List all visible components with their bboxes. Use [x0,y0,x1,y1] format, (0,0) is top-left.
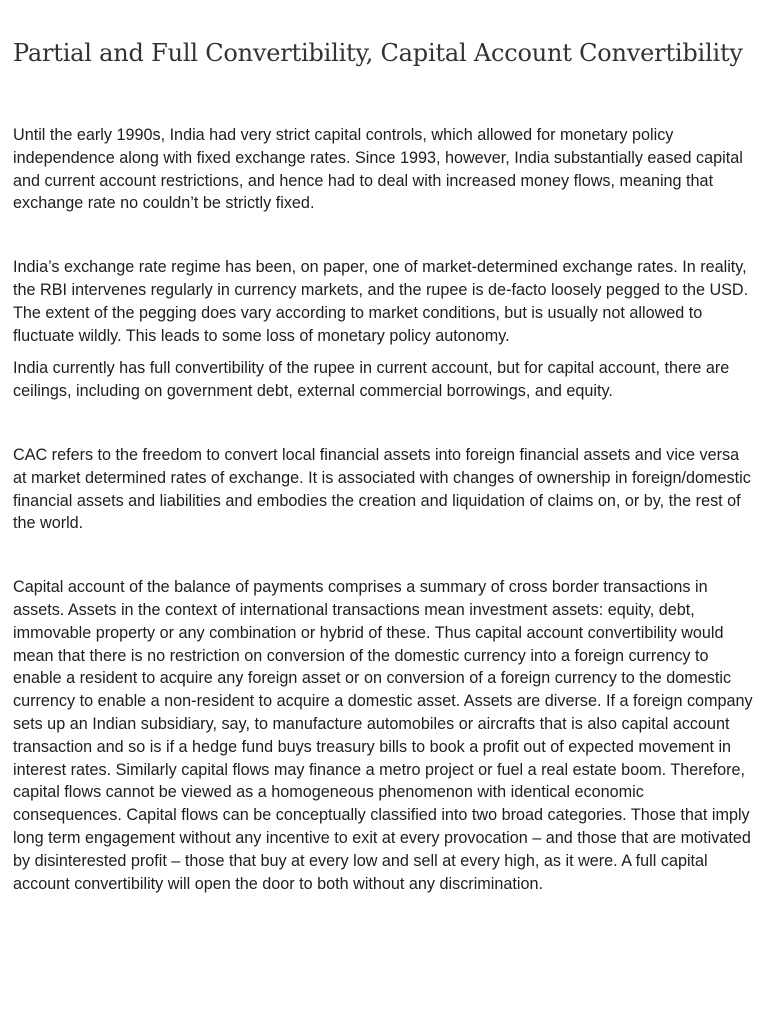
document-title: Partial and Full Convertibility, Capital Account Convertibility [13,39,743,67]
paragraph-cac-definition: CAC refers to the freedom to convert local financial assets into foreign financial assets and vice versa at market determined rates of exchange. It is associated with changes of ownership in foreign/domestic financial assets and liabilities and embodies the creation and liquidation of claims on, or by, the rest of the world. [13,445,751,533]
paragraph-capital-account-explanation: Capital account of the balance of payments comprises a summary of cross border transactions in assets. Assets in the context of international transactions mean investment assets: equity, debt, immovable property or any combination or hybrid of these. Thus capital account convertibility would mean that there is no restriction on conversion of the domestic currency into a foreign currency to enable a resident to acquire any foreign asset or on conversion of a foreign currency to the domestic currency to enable a non-resident to acquire a domestic asset. Assets are diverse. If a foreign company sets up an Indian subsidiary, say, to manufacture automobiles or aircrafts that is also capital account transaction and so is if a hedge fund buys treasury bills to book a profit out of expected movement in interest rates. Similarly capital flows may finance a metro project or fuel a real estate boom. Therefore, capital flows cannot be viewed as a homogeneous phenomenon with identical economic consequences. Capital flows can be conceptually classified into two broad categories. Those that imply long term engagement without any incentive to exit at every provocation – and those that are motivated by disinterested profit – those that buy at every low and sell at every high, as it were. A full capital account convertibility will open the door to both without any discrimination. [13,578,753,893]
paragraph-current-account-convertibility: India currently has full convertibility of the rupee in current account, but for capital account, there are ceilings, including on government debt, external commercial borrowings, and equity. [13,359,730,401]
paragraph-capital-controls-history: Until the early 1990s, India had very strict capital controls, which allowed for monetary policy independence along with fixed exchange rates. Since 1993, however, India substantially eased capital and current account restrictions, and hence had to deal with increased money flows, meaning that exchange rate no couldn’t be strictly fixed. [13,126,743,213]
paragraph-exchange-rate-regime: India’s exchange rate regime has been, on paper, one of market-determined exchange rates. In reality, the RBI intervenes regularly in currency markets, and the rupee is de-facto loosely pegged to the USD. The extent of the pegging does vary according to market conditions, but is usually not allowed to fluctuate wildly. This leads to some loss of monetary policy autonomy. [13,258,749,345]
document-page [13,38,755,895]
